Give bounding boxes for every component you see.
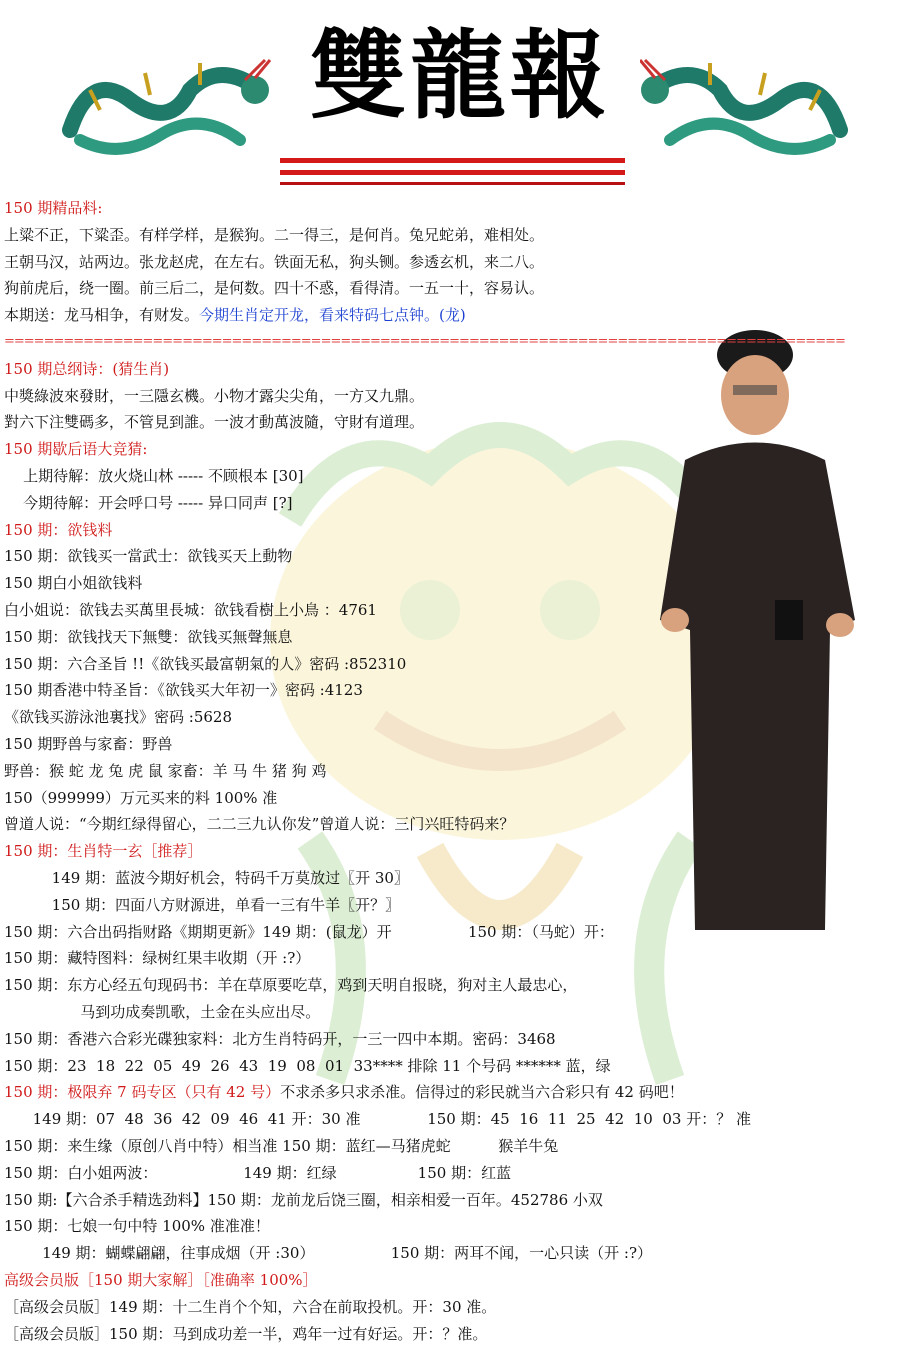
highlight-text: 今期生肖定开龙，看来特码七点钟。(龙) <box>199 306 466 325</box>
line-text: ［高级会员版］149 期：十二生肖个个知，六合在前取投机。开：30 准。 <box>4 1297 497 1316</box>
text-line <box>4 386 424 406</box>
text-line <box>4 278 544 298</box>
line-text: 狗前虎后，绕一圈。前三后二，是何数。四十不惑，看得清。一五一十，容易认。 <box>4 279 545 298</box>
text-line <box>4 948 310 968</box>
text-line <box>4 1056 611 1076</box>
line-text: 150 期：六合圣旨 !!《欲钱买最富朝氣的人》密码 :852310 <box>4 654 407 673</box>
line-text: 150 期：白小姐两波： 149 期：红绿 150 期：红蓝 <box>4 1163 512 1182</box>
line-text: 马到功成奏凯歌，土金在头应出尽。 <box>4 1003 321 1021</box>
text-line <box>4 1297 496 1317</box>
text-line <box>4 680 363 700</box>
line-text: 中獎綠波來發財，一三隱玄機。小物才露尖尖角，一方又九鼎。 <box>4 386 425 405</box>
text-line <box>4 359 169 379</box>
text-line <box>4 788 277 808</box>
text-line <box>4 895 400 915</box>
line-text: 150 期：23 18 22 05 49 26 43 19 08 01 33**** 排除 11 个号码 ****** 蓝，绿 <box>4 1056 611 1075</box>
line-text: 150 期:【六合杀手精选劲料】150 期：龙前龙后饶三圈，相亲相爱一百年。452786 小双 <box>4 1190 603 1209</box>
masthead-title: 雙龍報 <box>310 19 610 132</box>
line-text: 150（999999）万元买来的料 100% 准 <box>4 788 278 807</box>
line-text: 150 期：生肖特一玄［推荐］ <box>4 842 203 861</box>
text-line <box>4 707 232 727</box>
text-line <box>4 439 147 459</box>
text-line <box>4 225 544 245</box>
dragon-icon <box>60 50 280 170</box>
text-line <box>4 1243 652 1263</box>
line-text: 150 期野兽与家畜：野兽 <box>4 735 173 753</box>
text-line <box>4 627 292 647</box>
text-line <box>4 654 406 674</box>
text-line <box>4 1136 558 1156</box>
text-line <box>4 600 377 620</box>
text-line <box>4 412 424 432</box>
text-line <box>4 305 466 325</box>
line-text: ［高级会员版］150 期：马到成功差一半，鸡年一过有好运。开：？准。 <box>4 1324 488 1343</box>
title-underline <box>280 158 625 163</box>
line-text: 150 期：来生缘（原创八肖中特）相当准 150 期：蓝红—马猪虎蛇 猴羊牛兔 <box>4 1137 559 1155</box>
title-underline <box>280 182 625 185</box>
line-text: 150 期：六合出码指财路《期期更新》149 期：(鼠龙）开 150 期：（马蛇）开： <box>4 922 614 941</box>
masthead <box>0 0 900 195</box>
text-line <box>4 1190 603 1210</box>
line-text: 150 期：极限弃 7 码专区（只有 42 号） <box>4 1083 281 1102</box>
text-line <box>4 841 202 861</box>
line-text: 150 期歇后语大竞猜: <box>4 440 148 459</box>
text-line <box>4 814 514 834</box>
line-text: 本期送：龙马相争，有财发。 <box>4 306 200 325</box>
line-text: 150 期：东方心经五句现码书：羊在草原要吃草，鸡到天明自报晓，狗对主人最忠心， <box>4 976 578 995</box>
text-line <box>4 734 172 754</box>
text-line <box>4 493 292 513</box>
text-line <box>4 975 577 995</box>
text-line <box>4 252 544 272</box>
line-text: 149 期：蝴蝶翩翩，往事成烟（开 :30） 150 期：两耳不闻，一心只读（开 :?） <box>4 1244 653 1263</box>
line-text: 野兽：猴 蛇 龙 兔 虎 鼠 家畜：羊 马 牛 猪 狗 鸡 <box>4 761 327 780</box>
line-text: 150 期：七娘一句中特 100% 准准准！ <box>4 1217 270 1236</box>
line-text: 高级会员版［150 期大家解］［准确率 100%］ <box>4 1271 318 1289</box>
line-text: 149 期：蓝波今期好机会，特码千万莫放过〖开 30〗 <box>4 869 409 887</box>
text-line <box>4 1109 751 1129</box>
text-line <box>4 520 112 540</box>
text-line <box>4 198 102 218</box>
line-text: 上期待解：放火烧山林 ----- 不顾根本 [30] <box>4 467 304 485</box>
text-line <box>4 573 142 593</box>
line-text: 150 期香港中特圣旨：《欲钱买大年初一》密码 :4123 <box>4 681 363 700</box>
line-text: 上粱不正，下粱歪。有样学样，是猴狗。二一得三，是何肖。兔兄蛇弟，难相处。 <box>4 225 545 244</box>
line-text: 對六下注雙碼多，不管見到誰。一波才動萬波隨，守財有道理。 <box>4 413 425 432</box>
line-text: 150 期：欲钱料 <box>4 520 113 539</box>
text-line <box>4 1270 318 1290</box>
line-text: 150 期：欲钱买一當武士：欲钱买天上動物 <box>4 547 293 566</box>
line-text: 今期待解：开会呼口号 ----- 异口同声 [?] <box>4 493 293 512</box>
text-line <box>4 332 845 352</box>
line-text: 王朝马汉，站两边。张龙赵虎，在左右。铁面无私，狗头铡。参透玄机，来二八。 <box>4 252 545 271</box>
line-text: 《欲钱买游泳池裏找》密码 :5628 <box>4 708 232 727</box>
text-line <box>4 1163 511 1183</box>
dragon-icon <box>640 50 850 170</box>
line-text: 150 期：香港六合彩光碟独家料：北方生肖特码开，一三一四中本期。密码：3468 <box>4 1029 556 1048</box>
text-line <box>4 1324 487 1344</box>
line-text: 150 期精品料: <box>4 199 103 217</box>
text-line <box>4 922 614 942</box>
line-text: 150 期总纲诗：(猜生肖) <box>4 359 170 378</box>
line-text: 150 期：四面八方财源进，单看一三有牛羊〖开？〗 <box>4 895 401 914</box>
text-line <box>4 546 292 566</box>
text-line <box>4 1002 320 1022</box>
line-text: 150 期白小姐欲钱料 <box>4 574 143 593</box>
line-text: 149 期：07 48 36 42 09 46 41 开：30 准 150 期：45 16 11 25 42 10 03 开：？ 准 <box>4 1110 751 1129</box>
text-line <box>4 1029 556 1049</box>
text-line <box>4 466 304 486</box>
text-line <box>4 868 409 888</box>
portrait-image <box>655 330 865 950</box>
text-line <box>4 1216 270 1236</box>
line-text: ===================================================================================== <box>4 334 845 349</box>
line-text: 150 期：藏特图料：绿树红果丰收期（开 :?） <box>4 949 311 968</box>
line-note: 不求杀多只求杀准。信得过的彩民就当六合彩只有 42 码吧！ <box>280 1083 684 1102</box>
line-text: 白小姐说：欲钱去买萬里長城：欲钱看樹上小鳥 ：4761 <box>4 601 377 619</box>
text-line <box>4 761 326 781</box>
line-text: 曾道人说：“今期红绿得留心，二二三九认你发”曾道人说：三门兴旺特码来？ <box>4 815 515 834</box>
line-text: 150 期：欲钱找天下無雙：欲钱买無聲無息 <box>4 627 293 646</box>
title-underline <box>280 170 625 175</box>
text-line <box>4 1082 684 1102</box>
